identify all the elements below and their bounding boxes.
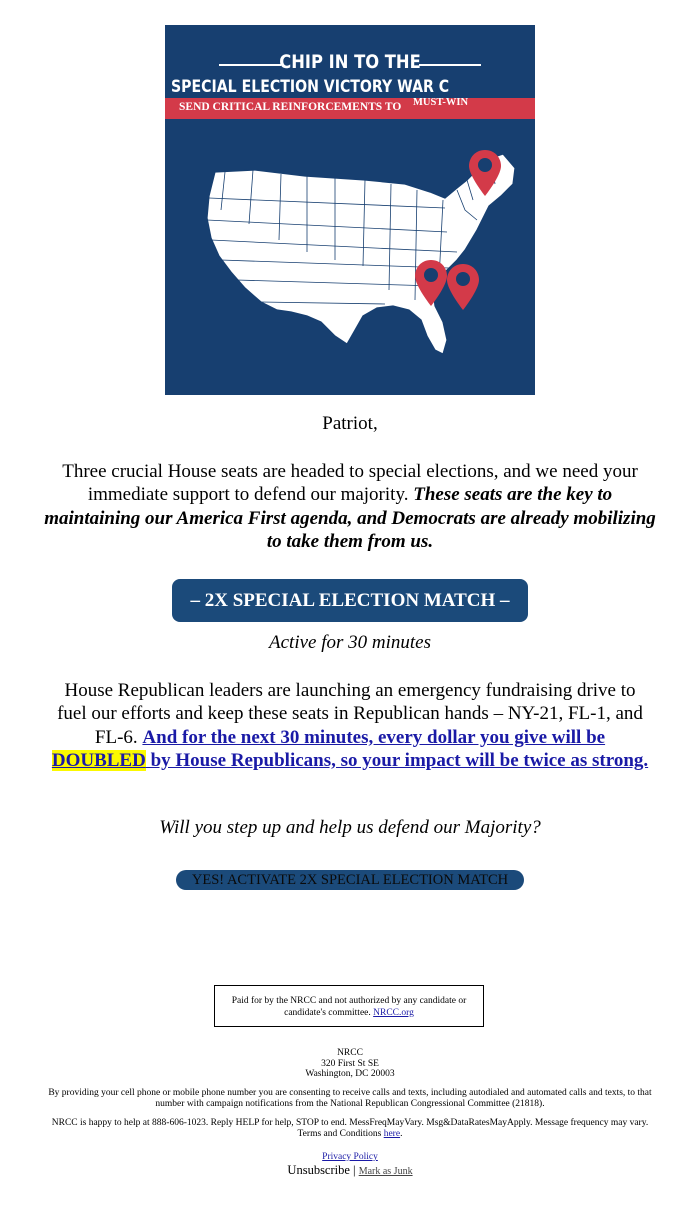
terms-link[interactable]: here xyxy=(383,1129,401,1139)
us-map-icon xyxy=(195,140,525,370)
greeting: Patriot, xyxy=(322,413,378,434)
donate-link-part2: by House Republicans, so your impact will be twice as strong. xyxy=(145,749,649,771)
mailing-address xyxy=(0,1048,700,1080)
hero-subline: SEND CRITICAL REINFORCEMENTS TO xyxy=(179,101,402,113)
hero-banner-image[interactable] xyxy=(165,25,535,395)
address-city: Washington, DC 20003 xyxy=(305,1069,395,1079)
activate-match-button[interactable]: YES! ACTIVATE 2X SPECIAL ELECTION MATCH xyxy=(176,870,524,890)
unsubscribe-link[interactable]: Unsubscribe xyxy=(287,1163,350,1177)
paid-for-text: Paid for by the NRCC and not authorized by any candidate or candidate's committee. xyxy=(231,996,467,1018)
sms-help-text xyxy=(48,1118,652,1140)
body-text: House Republican leaders are launching an emergency fundraising drive to fuel our efforts and keep these seats in Republican hands – NY-21, FL-1, and FL-6. xyxy=(57,680,643,748)
hero-headline-line1: CHIP IN TO THE xyxy=(279,51,421,73)
doubled-highlight: DOUBLED xyxy=(51,749,146,771)
address-org: NRCC xyxy=(337,1048,363,1058)
sms-help-body: NRCC is happy to help at 888-606-1023. Reply HELP for help, STOP to end. MessFreqMayVary. Msg&DataRatesMayApply. Message frequency may vary. Terms and Conditions xyxy=(51,1118,649,1139)
hero-subline-tag: MUST-WIN xyxy=(413,97,469,108)
ask-question: Will you step up and help us defend our Majority? xyxy=(159,817,541,838)
intro-paragraph xyxy=(40,460,660,553)
address-street: 320 First St SE xyxy=(321,1058,379,1069)
privacy-row xyxy=(0,1152,700,1162)
match-banner[interactable]: – 2X SPECIAL ELECTION MATCH – xyxy=(172,579,528,622)
hero-headline-line2: SPECIAL ELECTION VICTORY WAR C xyxy=(171,77,450,97)
donate-link-part1: And for the next 30 minutes, every dollar you give will be xyxy=(142,726,606,748)
privacy-policy-link[interactable]: Privacy Policy xyxy=(322,1152,378,1162)
intro-text: Three crucial House seats are headed to special elections, and we need your immediate support to defend our majority. xyxy=(62,461,638,506)
donate-link[interactable] xyxy=(52,727,648,771)
separator: | xyxy=(349,1163,359,1177)
intro-emphasis: These seats are the key to maintaining our America First agenda, and Democrats are already mobilizing to take them from us. xyxy=(44,484,656,552)
sms-help-period: . xyxy=(400,1129,403,1139)
sms-consent-text: By providing your cell phone or mobile phone number you are consenting to receive calls and texts, including autodialed and automated calls and texts, to that number with campaign notifications from the National Republican Congressional Committee (21818). xyxy=(48,1088,652,1109)
active-timer-text: Active for 30 minutes xyxy=(269,632,431,653)
mark-as-junk-link[interactable]: Mark as Junk xyxy=(358,1166,413,1177)
nrcc-link[interactable]: NRCC.org xyxy=(373,1008,414,1018)
body-paragraph xyxy=(50,679,650,772)
unsubscribe-row xyxy=(0,1163,700,1178)
paid-for-disclaimer xyxy=(214,985,484,1027)
